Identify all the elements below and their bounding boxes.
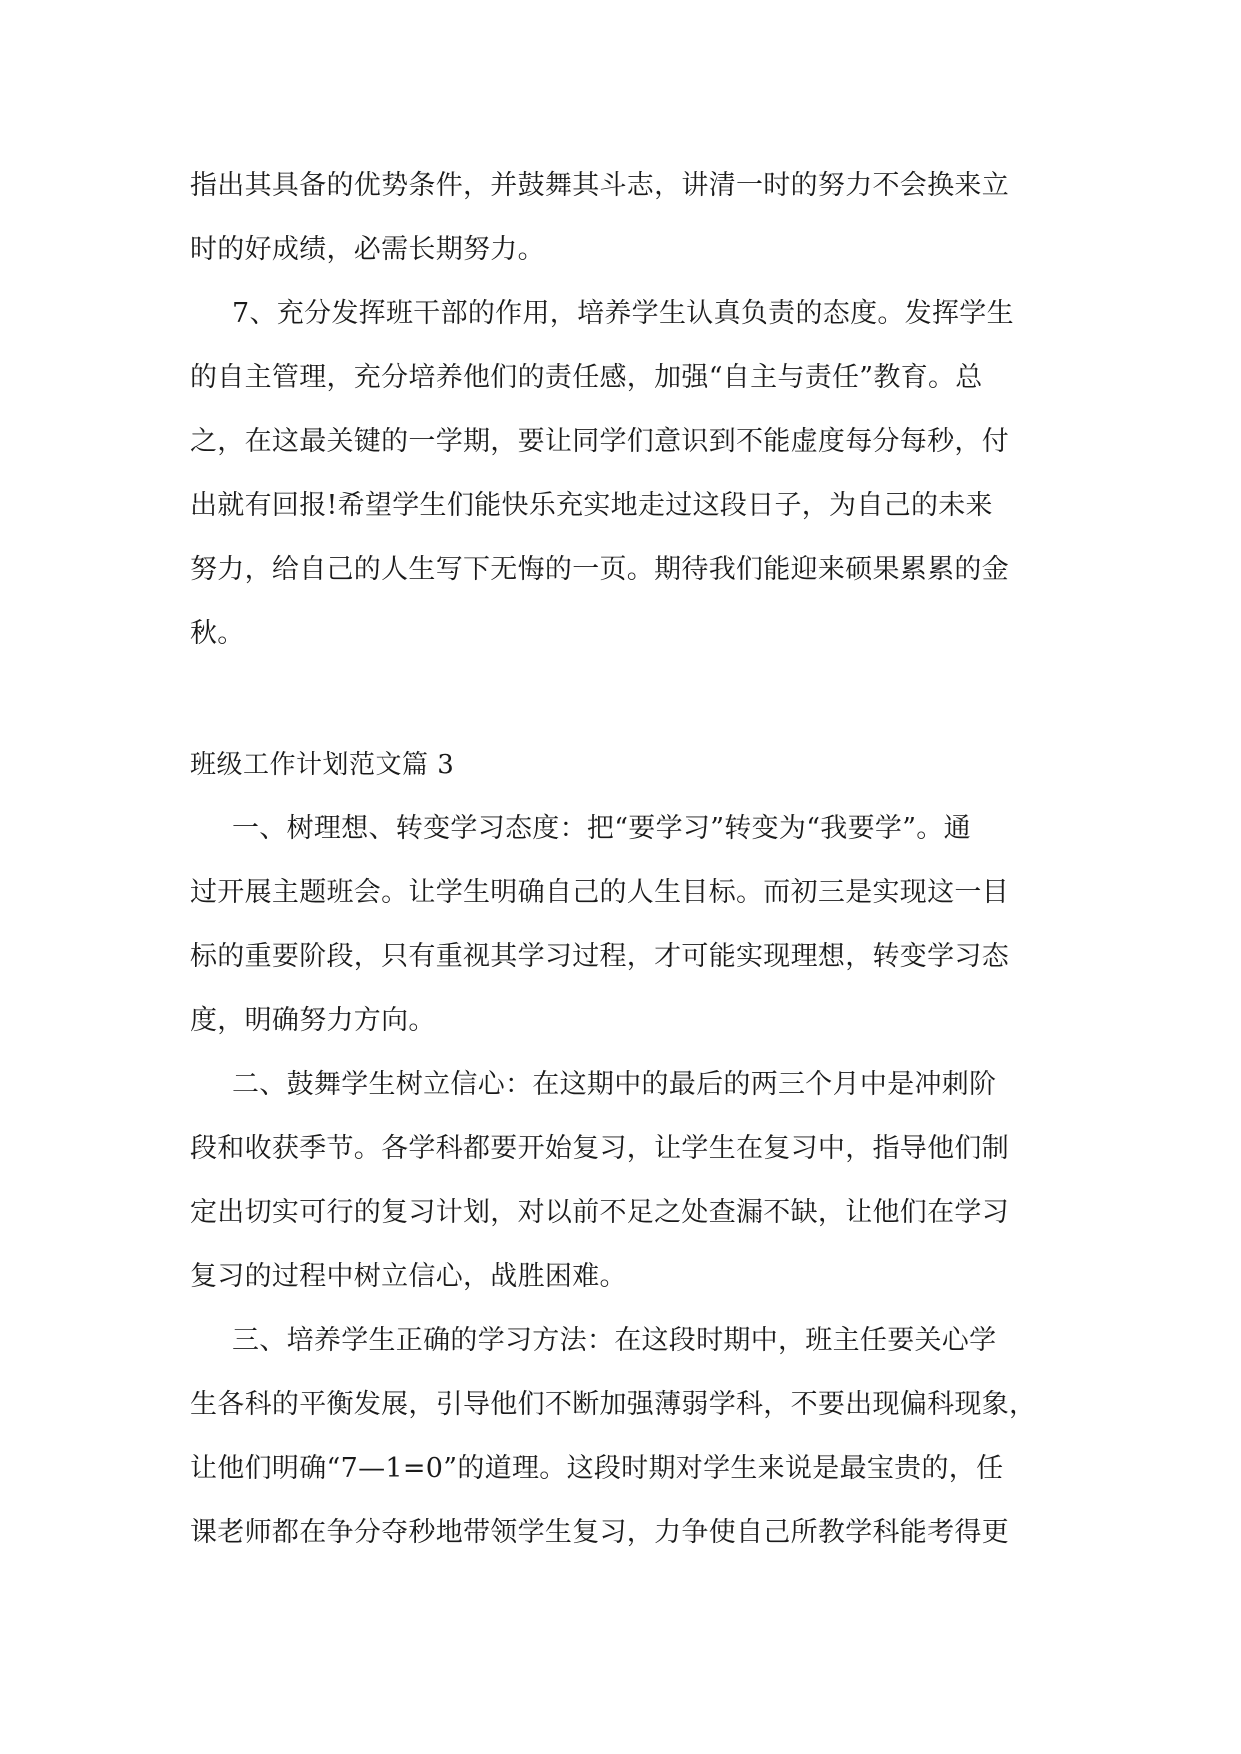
- point-2-line-2: 段和收获季节。各学科都要开始复习，让学生在复习中，指导他们制: [190, 1133, 1009, 1164]
- point-3-line-2: 生各科的平衡发展，引导他们不断加强薄弱学科，不要出现偏科现象，: [190, 1389, 1037, 1420]
- paragraph-7-line-1: 7、充分发挥班干部的作用，培养学生认真负责的态度。发挥学生: [232, 298, 1014, 329]
- point-1-line-4: 度，明确努力方向。: [190, 1005, 436, 1036]
- section-heading: 班级工作计划范文篇 3: [190, 750, 455, 780]
- paragraph-7-line-5: 努力，给自己的人生写下无悔的一页。期待我们能迎来硕果累累的金: [190, 554, 1009, 585]
- point-2-line-1: 二、鼓舞学生树立信心：在这期中的最后的两三个月中是冲刺阶: [232, 1069, 997, 1100]
- paragraph-6-line-2: 时的好成绩，必需长期努力。: [190, 234, 545, 265]
- paragraph-7-line-2: 的自主管理，充分培养他们的责任感，加强“自主与责任”教育。总: [190, 362, 983, 393]
- point-3-line-3: 让他们明确“7—1=0”的道理。这段时期对学生来说是最宝贵的，任: [190, 1453, 1004, 1484]
- point-3-line-1: 三、培养学生正确的学习方法：在这段时期中，班主任要关心学: [232, 1325, 997, 1356]
- paragraph-7-line-4: 出就有回报!希望学生们能快乐充实地走过这段日子，为自己的未来: [190, 490, 993, 521]
- point-2-line-4: 复习的过程中树立信心，战胜困难。: [190, 1261, 627, 1292]
- point-1-line-1: 一、树理想、转变学习态度：把“要学习”转变为“我要学”。通: [232, 813, 971, 844]
- paragraph-6-line-1: 指出其具备的优势条件，并鼓舞其斗志，讲清一时的努力不会换来立: [190, 170, 1009, 201]
- paragraph-7-line-6: 秋。: [190, 618, 245, 649]
- point-3-line-4: 课老师都在争分夺秒地带领学生复习，力争使自己所教学科能考得更: [190, 1517, 1009, 1548]
- paragraph-7-line-3: 之，在这最关键的一学期，要让同学们意识到不能虚度每分每秒，付: [190, 426, 1009, 457]
- point-1-line-2: 过开展主题班会。让学生明确自己的人生目标。而初三是实现这一目: [190, 877, 1009, 908]
- point-2-line-3: 定出切实可行的复习计划，对以前不足之处查漏不缺，让他们在学习: [190, 1197, 1009, 1228]
- point-1-line-3: 标的重要阶段，只有重视其学习过程，才可能实现理想，转变学习态: [190, 941, 1009, 972]
